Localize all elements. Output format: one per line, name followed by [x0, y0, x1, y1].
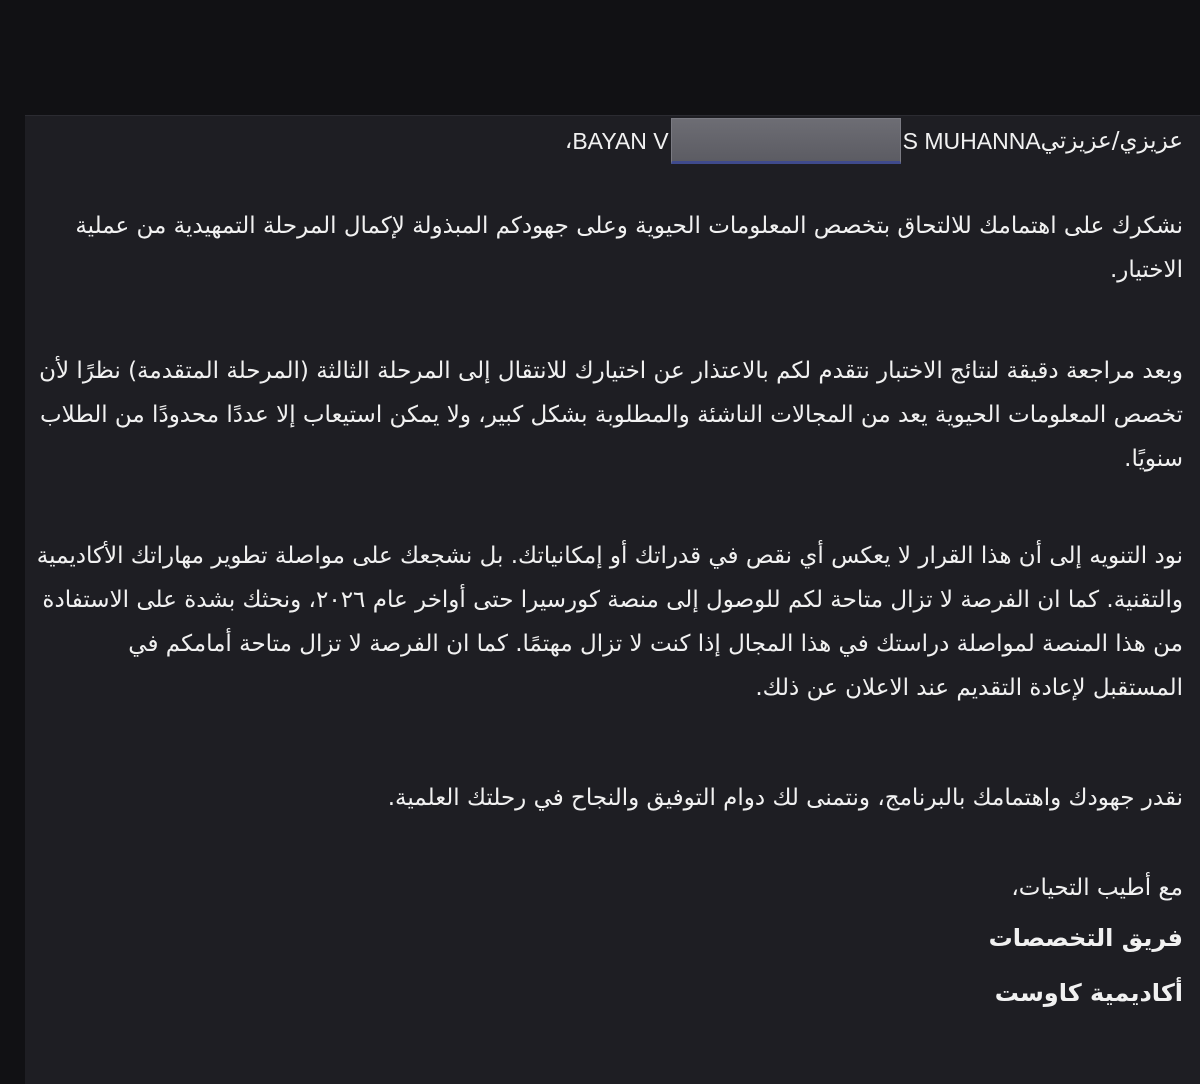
recipient-name [572, 118, 1040, 164]
greeting-comma: ، [564, 128, 573, 154]
letter-text [25, 116, 1200, 1084]
recipient-last-name: MUHANNA [924, 128, 1041, 154]
redaction-box [671, 118, 901, 164]
recipient-name-end-fragment: S [902, 128, 918, 154]
signature-organization: أكاديمية كاوست [994, 979, 1183, 1007]
paragraph-thanks: نشكرك على اهتمامك للالتحاق بتخصص المعلومات الحيوية وعلى جهودكم المبذولة لإكمال المرحلة التمهيدية من عملية الاختيار. [75, 213, 1183, 283]
signature-team: فريق التخصصات [988, 924, 1183, 952]
paragraph-appreciation: نقدر جهودك واهتمامك بالبرنامج، ونتمنى لك دوام التوفيق والنجاح في رحلتك العلمية. [387, 785, 1183, 811]
email-body [25, 115, 1200, 1084]
recipient-first-name: BAYAN [572, 128, 647, 154]
top-dark-band [0, 0, 1200, 115]
paragraph-decision: وبعد مراجعة دقيقة لنتائج الاختبار نتقدم لكم بالاعتذار عن اختيارك للانتقال إلى المرحلة الثالثة (المرحلة المتقدمة) نظرًا لأن تخصص المعلومات الحيوية يعد من المجالات الناشئة والمطلوبة بشكل كبير، ولا يمكن استيعاب إلا عددًا محدودًا من الطلاب سنويًا. [39, 358, 1183, 472]
paragraph-encouragement: نود التنويه إلى أن هذا القرار لا يعكس أي نقص في قدراتك أو إمكانياتك. بل نشجعك على مواصلة تطوير مهاراتك الأكاديمية والتقنية. كما ان الفرصة لا تزال متاحة لكم للوصول إلى منصة كورسيرا حتى أواخر عام ٢٠٢٦، ونحثك بشدة على الاستفادة من هذا المنصة لمواصلة دراستك في هذا المجال إذا كنت لا تزال مهتمًا. كما ان الفرصة لا تزال متاحة أمامكم في المستقبل لإعادة التقديم عند الاعلان عن ذلك. [36, 543, 1183, 701]
greeting-line [565, 116, 1183, 166]
closing-regards: مع أطيب التحيات، [1011, 875, 1183, 901]
recipient-name-fragment: V [653, 128, 669, 154]
greeting-salutation: عزيزي/عزيزتي [1040, 128, 1183, 154]
